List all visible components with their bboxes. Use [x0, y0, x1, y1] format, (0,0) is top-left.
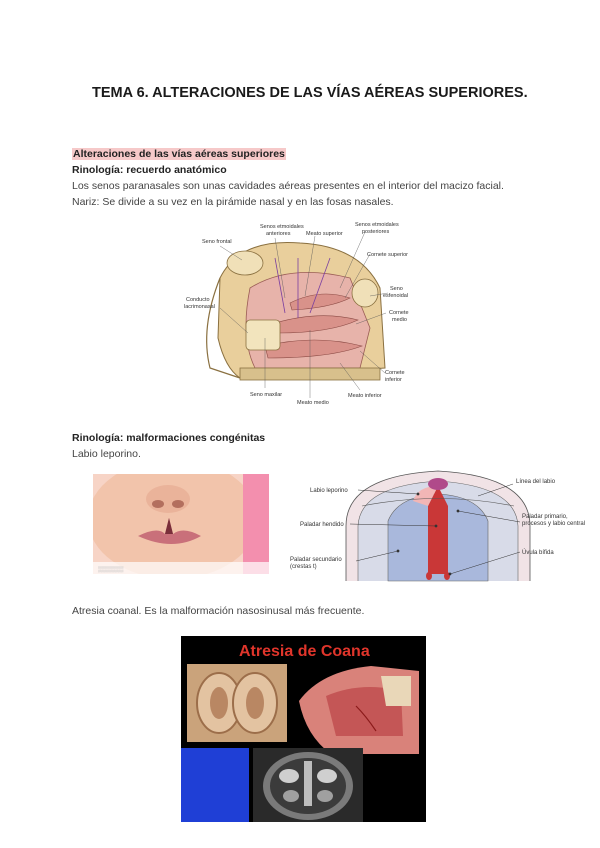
choanal-atresia-figure: [181, 636, 426, 822]
nasal-anatomy-illustration: [180, 218, 418, 410]
highlighted-heading: Alteraciones de las vías aéreas superiores: [73, 148, 285, 160]
label-paladar-secundario-2: (crestas t): [290, 564, 317, 570]
label-cornete-superior: Cornete superior: [367, 252, 408, 258]
label-meato-superior: Meato superior: [306, 231, 343, 237]
label-senos-etm-post-1: Senos etmoidales: [355, 222, 399, 228]
atresia-title: Atresia de Coana: [239, 643, 370, 660]
paragraph-senos: Los senos paranasales son unas cavidades aéreas presentes en el interior del macizo facial.: [72, 180, 504, 192]
cleft-palate-diagram: [288, 466, 588, 584]
label-paladar-primario-1: Paladar primario,: [522, 514, 568, 520]
label-senos-etm-ant-1: Senos etmoidales: [260, 224, 304, 230]
photo-watermark: ▒▒▒▒▒▒: [98, 567, 124, 573]
label-paladar-secundario-1: Paladar secundario: [290, 557, 342, 563]
label-cornete-inferior-2: inferior: [385, 377, 402, 383]
label-linea-labio: Línea del labio: [516, 479, 556, 485]
label-seno-maxilar: Seno maxilar: [250, 392, 283, 398]
label-seno-esfenoidal-2: esfenoidal: [383, 293, 409, 299]
nasal-anatomy-figure: [180, 218, 418, 410]
label-conducto-1: Conducto: [186, 297, 210, 303]
label-paladar-hendido: Paladar hendido: [300, 522, 344, 528]
label-uvula-bifida: Úvula bífida: [522, 550, 554, 556]
label-labio-leporino: Labio leporino: [310, 488, 348, 494]
subheading-malformations: Rinología: malformaciones congénitas: [72, 432, 266, 444]
paragraph-labio-leporino: Labio leporino.: [72, 448, 141, 460]
label-seno-frontal: Seno frontal: [202, 239, 232, 245]
paragraph-nariz: Nariz: Se divide a su vez en la pirámide nasal y en las fosas nasales.: [72, 196, 394, 208]
paragraph-atresia: Atresia coanal. Es la malformación nasosinusal más frecuente.: [72, 605, 365, 617]
label-cornete-medio-1: Cornete: [389, 310, 409, 316]
label-cornete-medio-2: medio: [392, 317, 407, 323]
label-senos-etm-ant-2: anteriores: [266, 231, 291, 237]
subheading-anatomy: Rinología: recuerdo anatómico: [72, 164, 227, 176]
page-title: TEMA 6. ALTERACIONES DE LAS VÍAS AÉREAS SUPERIORES.: [92, 85, 528, 101]
choanal-atresia-composite: [181, 636, 426, 822]
cleft-lip-photo: [93, 474, 269, 574]
section-heading: [72, 148, 286, 160]
label-seno-esfenoidal-1: Seno: [390, 286, 403, 292]
label-cornete-inferior-1: Cornete: [385, 370, 405, 376]
label-paladar-primario-2: procesos y labio central: [522, 521, 586, 527]
label-senos-etm-post-2: posteriores: [362, 229, 390, 235]
cleft-lip-photo-drawing: [93, 474, 269, 574]
label-meato-medio: Meato medio: [297, 400, 329, 406]
label-conducto-2: lacrimonasal: [184, 304, 215, 310]
label-meato-inferior: Meato inferior: [348, 393, 382, 399]
cleft-palate-illustration: [288, 466, 588, 584]
